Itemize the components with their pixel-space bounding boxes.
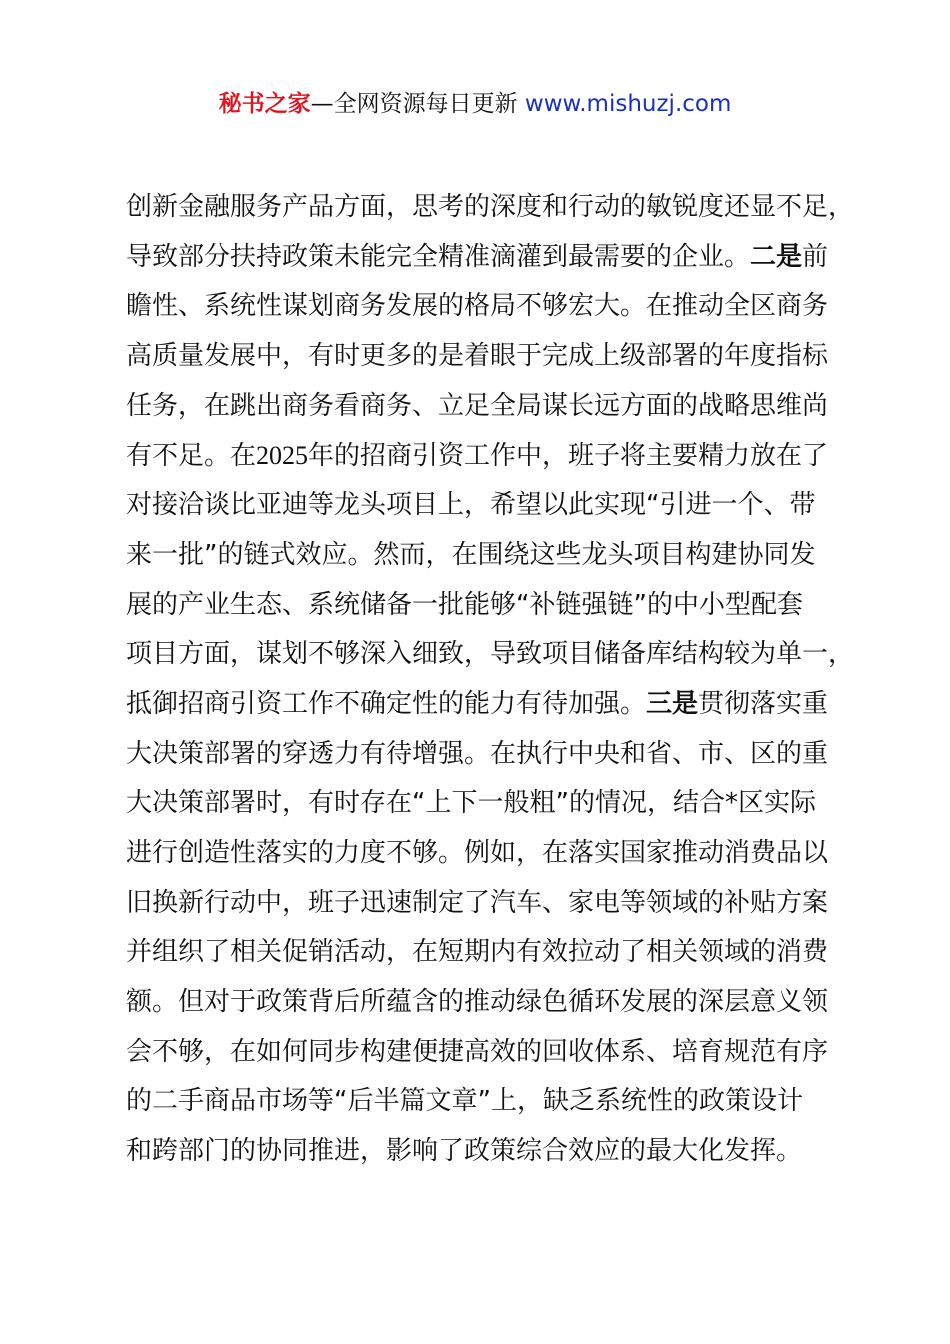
- text-line: 任务，在跳出商务看商务、立足全局谋长远方面的战略思维尚: [126, 390, 829, 421]
- document-body: [126, 183, 855, 1177]
- brand-name: 秘书之家: [218, 91, 311, 117]
- text-line: 有不足。在2025年的招商引资工作中，班子将主要精力放在了: [126, 441, 829, 472]
- site-header: [0, 88, 950, 120]
- text-line: 大决策部署时，有时存在“上下一般粗”的情况，结合*区实际: [126, 788, 816, 819]
- text-line: 来一批”的链式效应。然而，在围绕这些龙头项目构建协同发: [126, 539, 816, 570]
- emphasis-marker: 三是: [646, 688, 699, 719]
- text-line: 的二手商品市场等“后半篇文章”上，缺乏系统性的政策设计: [126, 1086, 803, 1117]
- text-line: 大决策部署的穿透力有待增强。在执行中央和省、市、区的重: [126, 738, 829, 769]
- text-line: 导致部分扶持政策未能完全精准滴灌到最需要的企业。二是前: [126, 241, 829, 272]
- text-line: 并组织了相关促销活动，在短期内有效拉动了相关领域的消费: [126, 937, 829, 968]
- text-line: 创新金融服务产品方面，思考的深度和行动的敏锐度还显不足，: [126, 192, 855, 222]
- text-line: 展的产业生态、系统储备一批能够“补链强链”的中小型配套: [126, 589, 803, 620]
- text-line: 进行创造性落实的力度不够。例如，在落实国家推动消费品以: [126, 837, 829, 868]
- text-line: 项目方面，谋划不够深入细致，导致项目储备库结构较为单一，: [126, 639, 855, 670]
- header-tagline: —全网资源每日更新: [310, 91, 518, 117]
- year-number: 2025: [256, 441, 309, 471]
- text-line: 额。但对于政策背后所蕴含的推动绿色循环发展的深层意义领: [126, 987, 829, 1017]
- emphasis-marker: 二是: [750, 241, 803, 272]
- text-line: 会不够，在如何同步构建便捷高效的回收体系、培育规范有序: [126, 1036, 829, 1067]
- text-line: 旧换新行动中，班子迅速制定了汽车、家电等领域的补贴方案: [126, 887, 829, 918]
- site-url-link[interactable]: www.mishuzj.com: [524, 91, 732, 117]
- text-line: 抵御招商引资工作不确定性的能力有待加强。三是贯彻落实重: [126, 688, 829, 719]
- text-line: 和跨部门的协同推进，影响了政策综合效应的最大化发挥。: [126, 1136, 803, 1167]
- text-line: 瞻性、系统性谋划商务发展的格局不够宏大。在推动全区商务: [126, 291, 829, 322]
- text-line: 高质量发展中，有时更多的是着眼于完成上级部署的年度指标: [126, 341, 829, 372]
- text-line: 对接洽谈比亚迪等龙头项目上，希望以此实现“引进一个、带: [126, 490, 816, 521]
